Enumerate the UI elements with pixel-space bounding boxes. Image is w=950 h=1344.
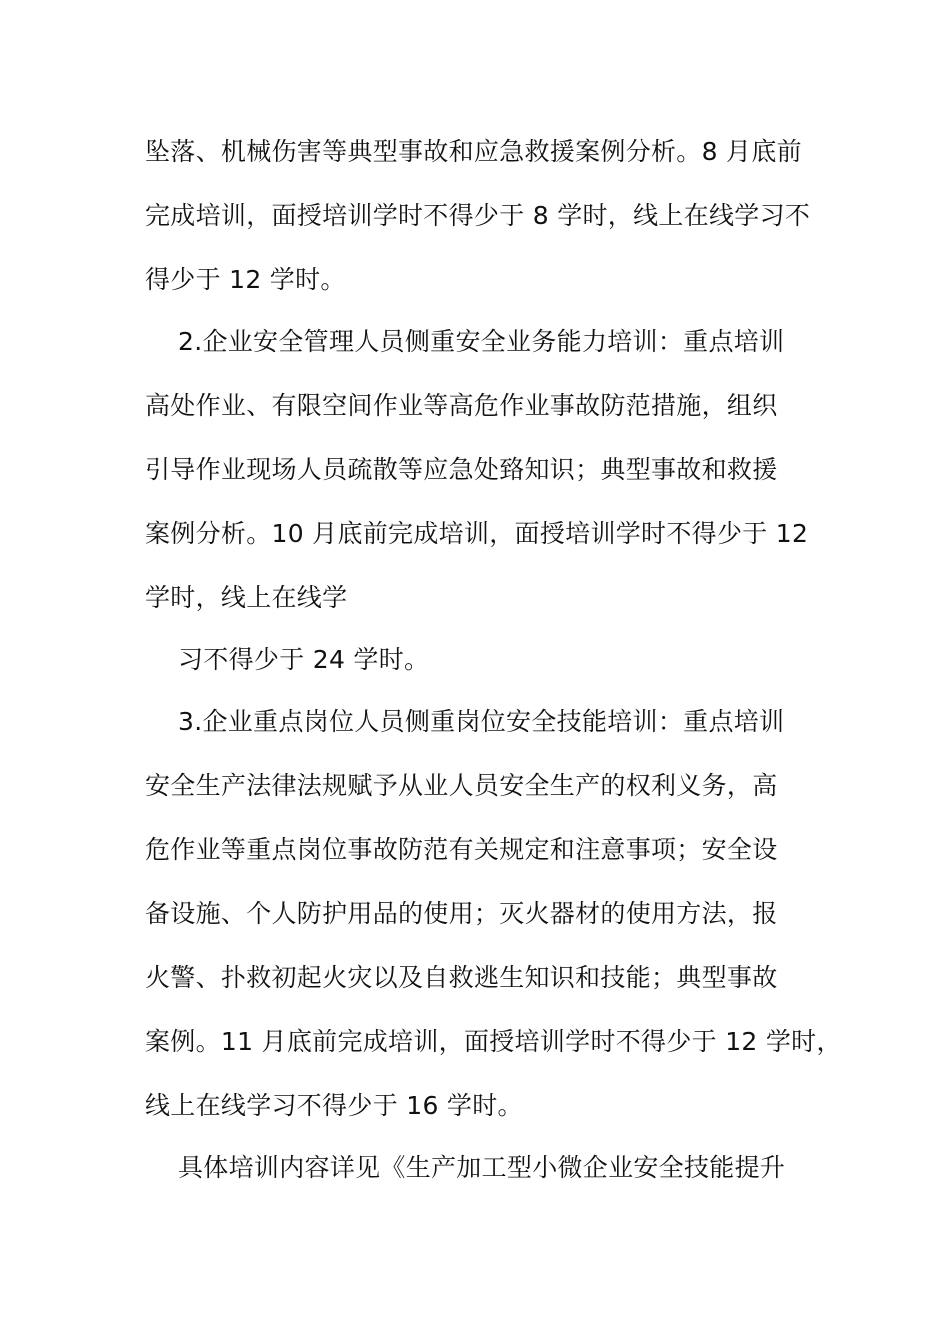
text-line: 火警、扑救初起火灾以及自救逃生知识和技能；典型事故 (145, 963, 778, 992)
text-line: 线上在线学习不得少于 16 学时。 (145, 1091, 523, 1120)
text-line: 习不得少于 24 学时。 (178, 645, 430, 674)
text-line: 安全生产法律法规赋予从业人员安全生产的权利义务，高 (145, 771, 778, 800)
text-line: 引导作业现场人员疏散等应急处臵知识；典型事故和救援 (145, 455, 778, 484)
paragraph-start-line: 3.企业重点岗位人员侧重岗位安全技能培训：重点培训 (178, 707, 785, 736)
text-line: 得少于 12 学时。 (145, 265, 346, 294)
paragraph-start-line: 具体培训内容详见《生产加工型小微企业安全技能提升 (178, 1153, 786, 1182)
text-line: 案例。11 月底前完成培训，面授培训学时不得少于 12 学时， (145, 1027, 842, 1056)
paragraph-start-line: 2.企业安全管理人员侧重安全业务能力培训：重点培训 (178, 327, 785, 356)
text-line: 完成培训，面授培训学时不得少于 8 学时，线上在线学习不 (145, 201, 811, 230)
text-line: 坠落、机械伤害等典型事故和应急救援案例分析。8 月底前 (145, 137, 802, 166)
text-line: 学时，线上在线学 (145, 583, 348, 612)
text-line: 案例分析。10 月底前完成培训，面授培训学时不得少于 12 (145, 519, 809, 548)
text-line: 备设施、个人防护用品的使用；灭火器材的使用方法，报 (145, 899, 778, 928)
text-line: 高处作业、有限空间作业等高危作业事故防范措施，组织 (145, 391, 778, 420)
text-line: 危作业等重点岗位事故防范有关规定和注意事项；安全设 (145, 835, 778, 864)
